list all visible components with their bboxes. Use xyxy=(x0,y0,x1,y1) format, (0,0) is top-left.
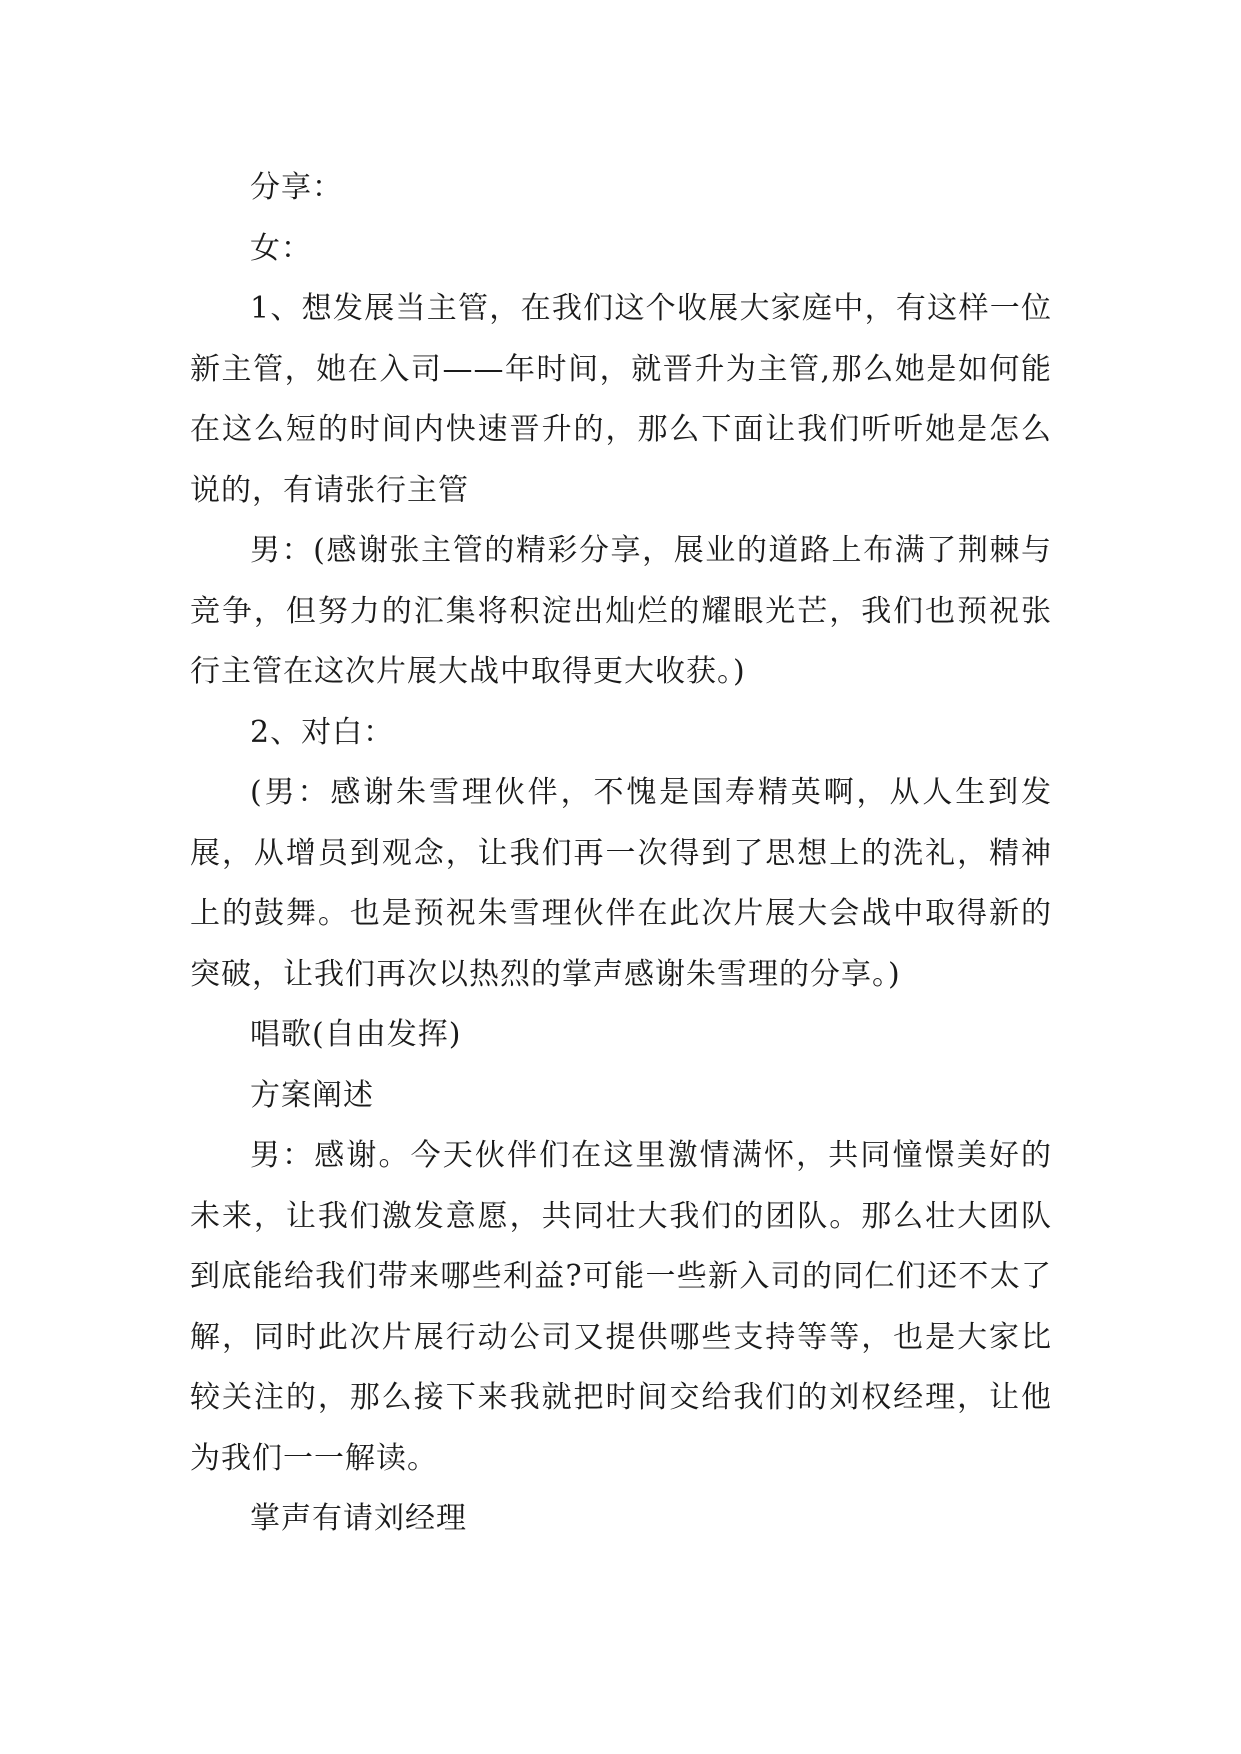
paragraph-dialogue: (男：感谢朱雪理伙伴，不愧是国寿精英啊，从人生到发展，从增员到观念，让我们再一次得到了思想上的洗礼，精神上的鼓舞。也是预祝朱雪理伙伴在此次片展大会战中取得新的突破，让我们再次以热烈的掌声感谢朱雪理的分享。) xyxy=(190,775,1052,992)
document-body xyxy=(190,158,1052,1550)
paragraph-applause: 掌声有请刘经理 xyxy=(250,1501,467,1536)
paragraph-male-thanks: 男：(感谢张主管的精彩分享，展业的道路上布满了荆棘与竞争，但努力的汇集将积淀出灿烂的耀眼光芒，我们也预祝张行主管在这次片展大战中取得更大收获。) xyxy=(190,533,1052,689)
paragraph-plan-heading: 方案阐述 xyxy=(250,1077,374,1113)
paragraph-share-label: 分享： xyxy=(250,170,343,205)
paragraph-item-2: 2、对白： xyxy=(250,714,395,750)
paragraph-item-1: 1、想发展当主管，在我们这个收展大家庭中，有这样一位新主管，她在入司——年时间，就晋升为主管,那么她是如何能在这么短的时间内快速晋升的，那么下面让我们听听她是怎么说的，有请张行主管 xyxy=(190,291,1052,508)
paragraph-singing: 唱歌(自由发挥) xyxy=(250,1017,462,1052)
paragraph-male-plan: 男：感谢。今天伙伴们在这里激情满怀，共同憧憬美好的未来，让我们激发意愿，共同壮大我们的团队。那么壮大团队到底能给我们带来哪些利益?可能一些新入司的同仁们还不太了解，同时此次片展行动公司又提供哪些支持等等，也是大家比较关注的，那么接下来我就把时间交给我们的刘权经理，让他为我们一一解读。 xyxy=(190,1138,1052,1476)
paragraph-female-label: 女： xyxy=(250,230,312,266)
